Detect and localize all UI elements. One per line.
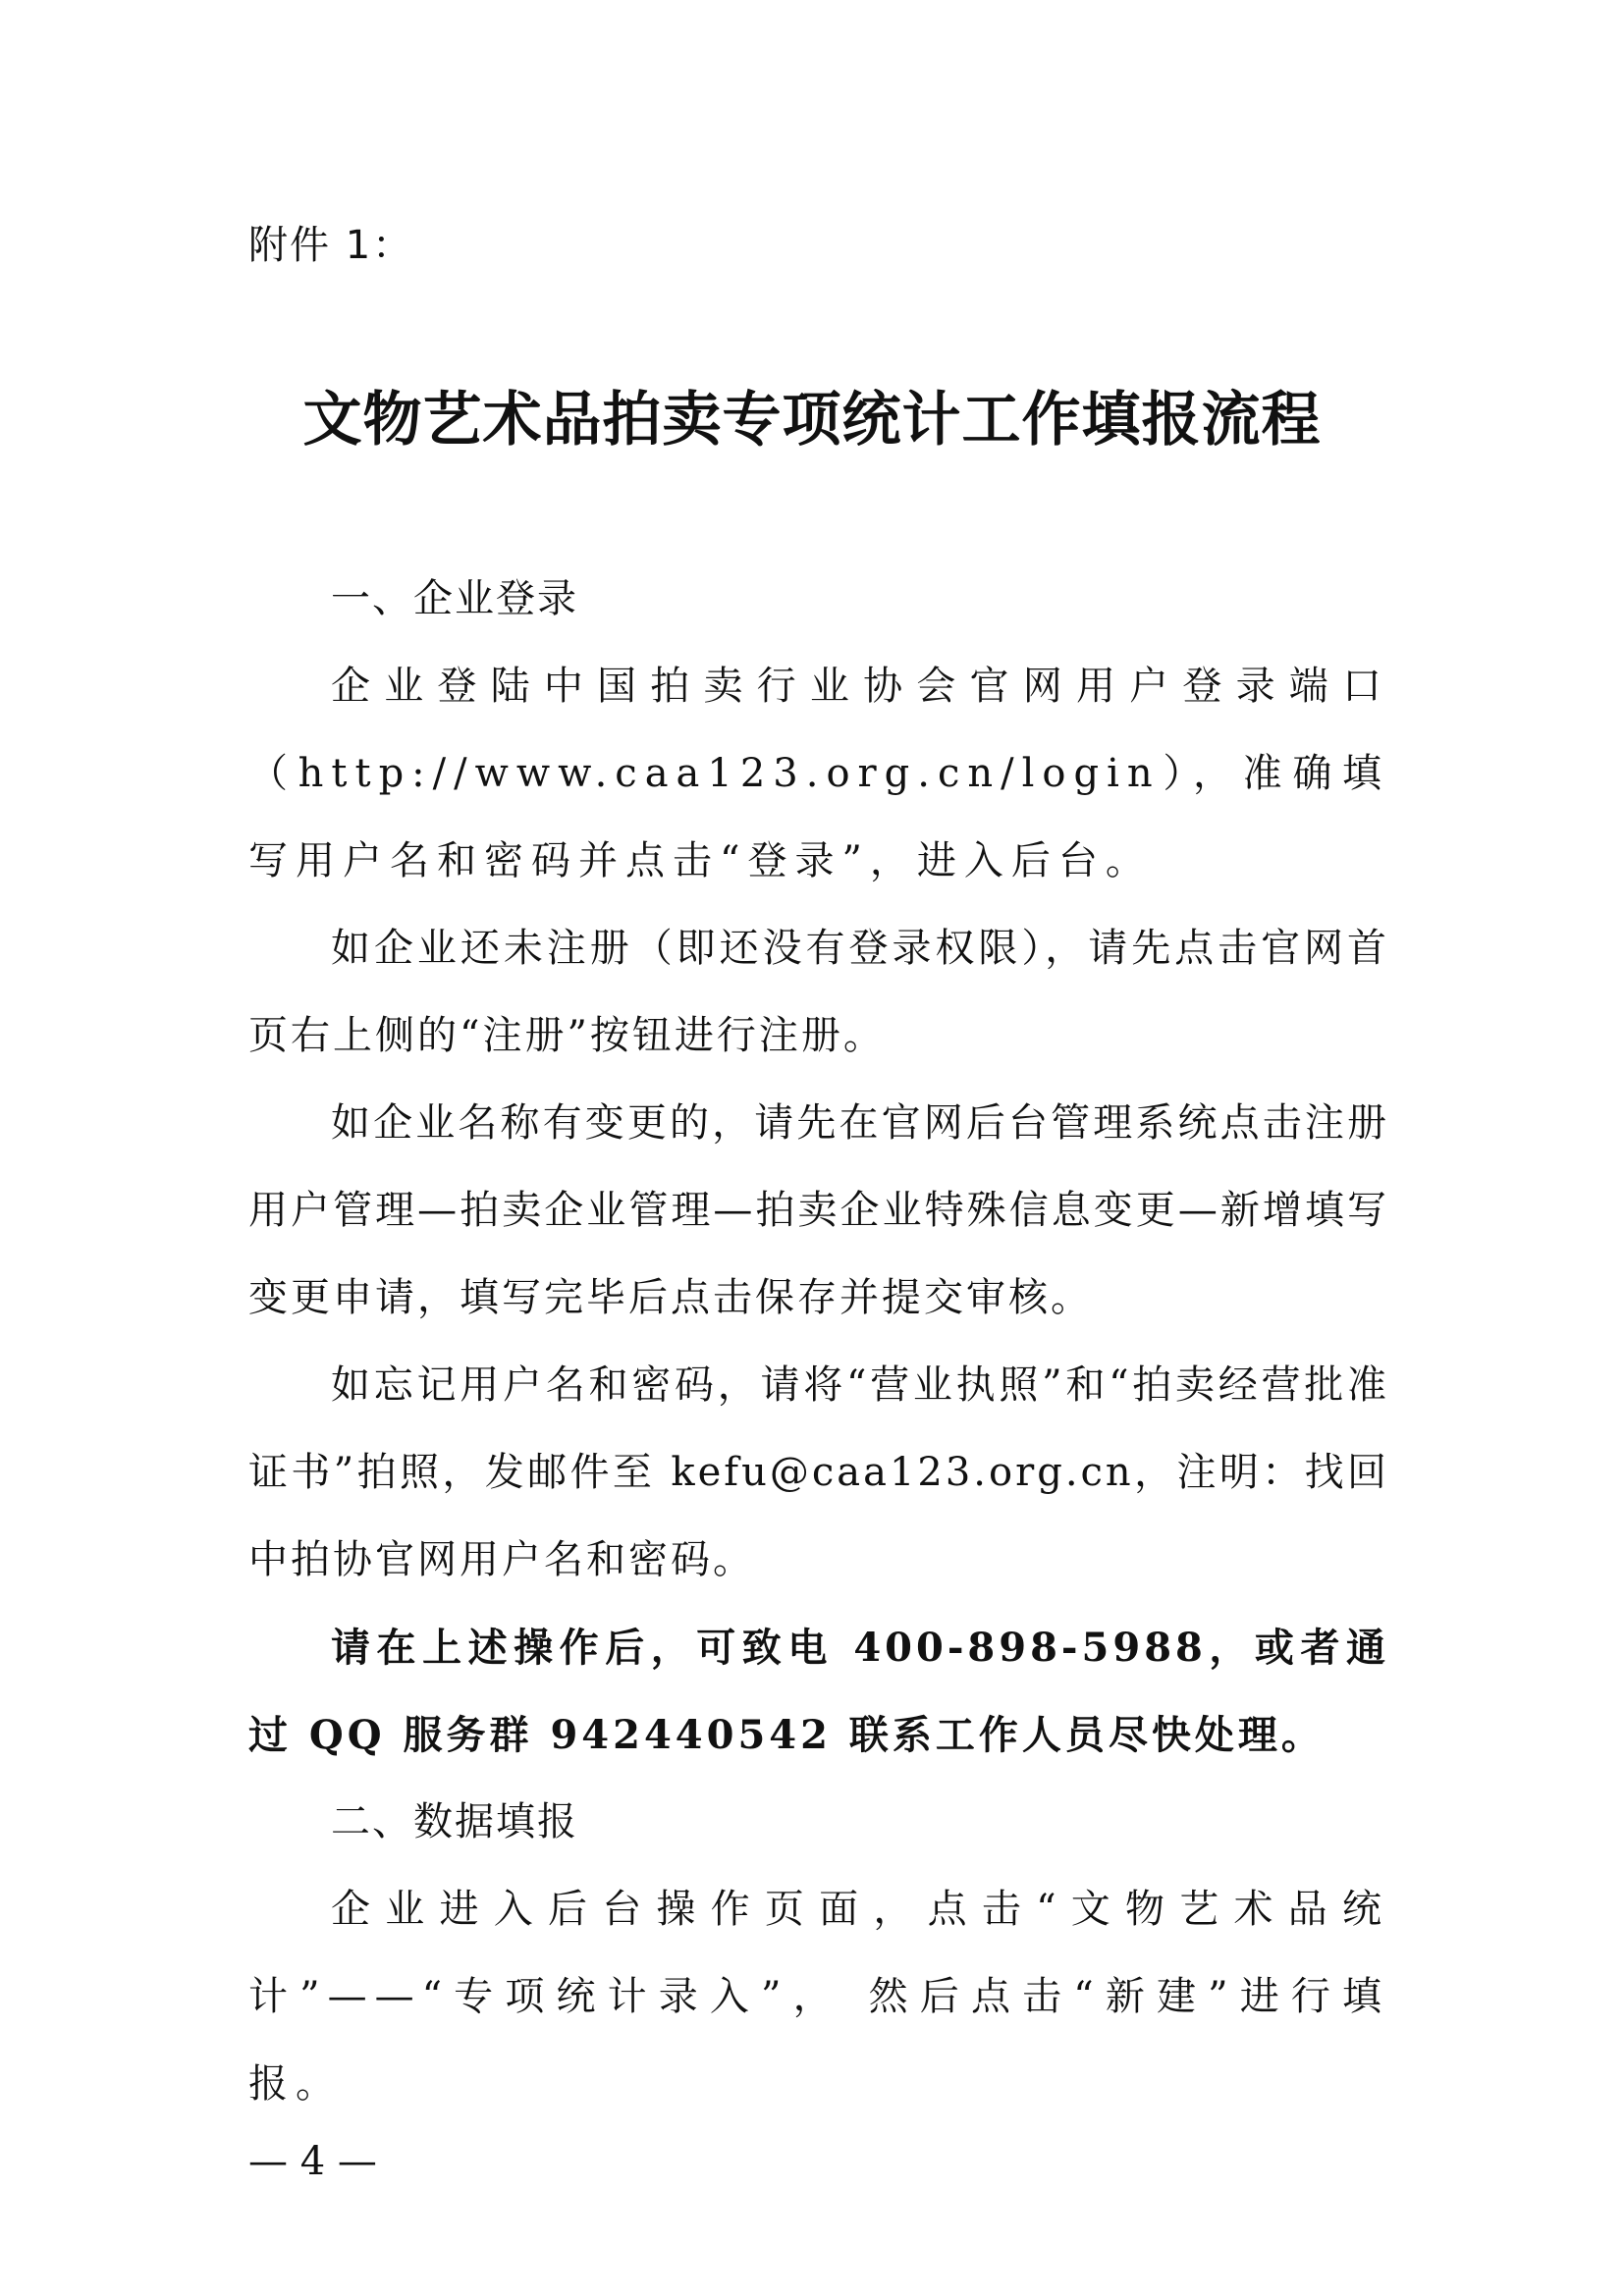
section-heading-login: 一、企业登录: [331, 576, 578, 621]
document-title: 文物艺术品拍卖专项统计工作填报流程: [302, 386, 1322, 454]
paragraph-registration: 如企业还未注册（即还没有登录权限），请先点击官网首页右上侧的“注册”按钮进行注册。: [248, 926, 1389, 1058]
paragraph-data-entry: 企业进入后台操作页面，点击“文物艺术品统计”——“专项统计录入”， 然后点击“新建”进行填报。: [248, 1887, 1389, 2107]
paragraph-forgot-password: 如忘记用户名和密码，请将“营业执照”和“拍卖经营批准证书”拍照，发邮件至 kefu@caa123.org.cn，注明：找回中拍协官网用户名和密码。: [248, 1362, 1389, 1582]
paragraph-contact-support: 请在上述操作后，可致电 400-898-5988，或者通过 QQ 服务群 942440542 联系工作人员尽快处理。: [248, 1625, 1389, 1758]
section-heading-data-entry: 二、数据填报: [331, 1799, 578, 1844]
paragraph-name-change: 如企业名称有变更的，请先在官网后台管理系统点击注册用户管理—拍卖企业管理—拍卖企业特殊信息变更—新增填写变更申请，填写完毕后点击保存并提交审核。: [248, 1100, 1389, 1320]
attachment-label: 附件 1：: [248, 223, 414, 268]
page-number: — 4 —: [248, 2139, 377, 2184]
paragraph-login-portal: 企业登陆中国拍卖行业协会官网用户登录端口（http://www.caa123.org.cn/login），准确填写用户名和密码并点击“登录”，进入后台。: [248, 664, 1389, 883]
